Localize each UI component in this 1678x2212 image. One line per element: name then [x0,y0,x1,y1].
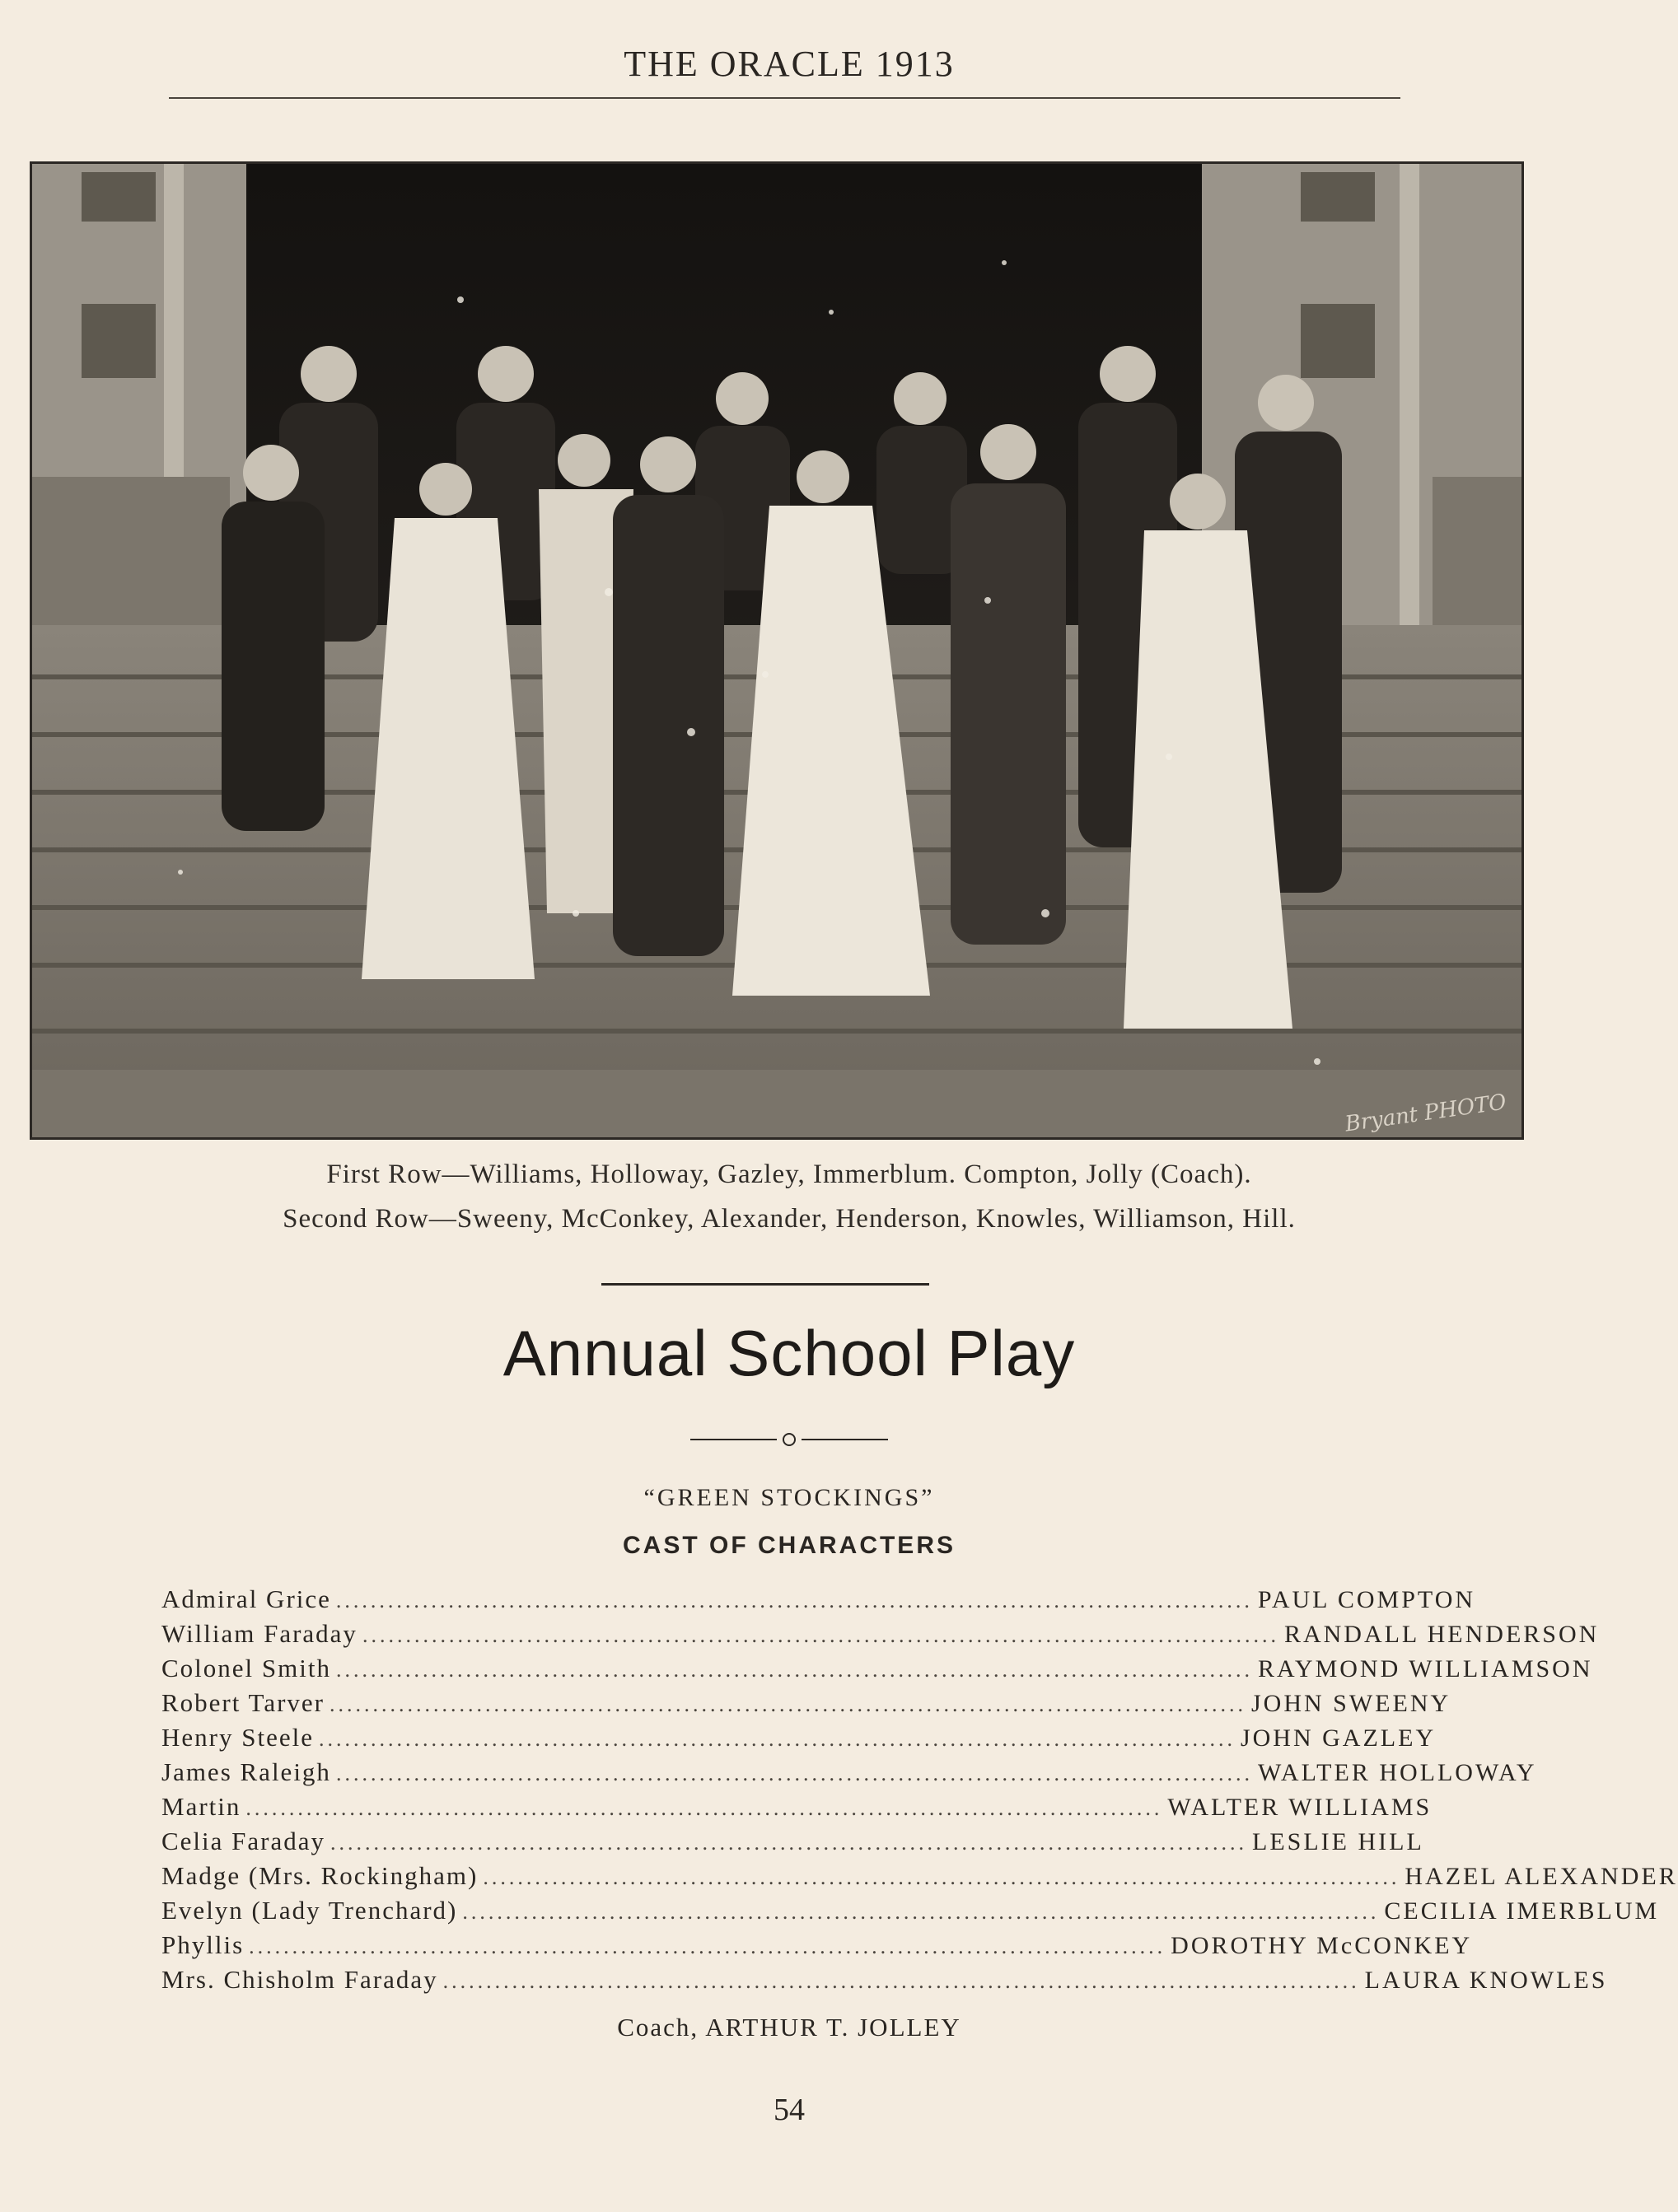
cast-row [161,1930,1473,1965]
cast-row [161,1861,1678,1896]
cast-actor: LESLIE HILL [1252,1828,1424,1855]
leader-dots: .......................................................................................................... [318,1727,1236,1751]
cast-role: Robert Tarver [161,1688,325,1717]
cast-actor: PAUL COMPTON [1257,1586,1476,1613]
leader-dots: .......................................................................................................... [330,1692,1246,1716]
cast-role: Henry Steele [161,1723,314,1752]
cast-row [161,1654,1593,1688]
cast-list [161,1584,1678,2000]
photo-illustration [32,164,1521,1137]
ornament-divider [690,1431,888,1448]
cast-actor: WALTER WILLIAMS [1167,1794,1433,1821]
cast-actor: RANDALL HENDERSON [1283,1621,1600,1648]
group-photograph [30,161,1524,1140]
leader-dots: .......................................................................................................... [249,1934,1166,1958]
leader-dots: .......................................................................................................... [335,1589,1253,1612]
photo-credit: Bryant PHOTO [1343,1090,1508,1137]
cast-row [161,1792,1433,1827]
cast-actor: WALTER HOLLOWAY [1257,1759,1537,1786]
leader-dots: .......................................................................................................... [483,1865,1400,1889]
caption-first-row: First Row—Williams, Holloway, Gazley, Immerblum. Compton, Jolly (Coach). [326,1160,1252,1189]
caption-second-row: Second Row—Sweeny, McConkey, Alexander, Henderson, Knowles, Williamson, Hill. [283,1204,1296,1234]
cast-role: Mrs. Chisholm Faraday [161,1965,438,1994]
cast-actor: JOHN SWEENY [1251,1690,1451,1717]
cast-role: Madge (Mrs. Rockingham) [161,1861,479,1890]
cast-actor: DOROTHY McCONKEY [1171,1932,1473,1959]
cast-row [161,1688,1451,1723]
cast-role: Colonel Smith [161,1654,331,1682]
running-title: THE ORACLE 1913 [624,44,955,84]
title-rule [601,1283,929,1286]
leader-dots: .......................................................................................................... [442,1969,1360,1993]
leader-dots: .......................................................................................................... [462,1900,1380,1924]
cast-role: William Faraday [161,1619,358,1648]
leader-dots: .......................................................................................................... [362,1623,1279,1647]
cast-actor: HAZEL ALEXANDER [1405,1863,1678,1890]
cast-row [161,1965,1608,2000]
cast-role: Phyllis [161,1930,245,1959]
leader-dots: .......................................................................................................... [336,1658,1253,1682]
cast-actor: RAYMOND WILLIAMSON [1258,1655,1593,1682]
cast-row [161,1723,1437,1757]
coach-credit: Coach, ARTHUR T. JOLLEY [617,2013,961,2042]
cast-actor: JOHN GAZLEY [1240,1724,1437,1752]
cast-actor: CECILIA IMERBLUM [1384,1897,1660,1925]
page-title: Annual School Play [502,1317,1076,1389]
cast-role: Evelyn (Lady Trenchard) [161,1896,458,1925]
cast-row [161,1584,1476,1619]
cast-role: Admiral Grice [161,1584,331,1613]
cast-role: James Raleigh [161,1757,331,1786]
cast-row [161,1896,1660,1930]
cast-actor: LAURA KNOWLES [1364,1967,1608,1994]
page-number: 54 [774,2093,805,2127]
header-rule [169,97,1400,99]
cast-role: Martin [161,1792,241,1821]
leader-dots: .......................................................................................................... [330,1831,1248,1855]
leader-dots: .......................................................................................................... [335,1762,1253,1785]
cast-row [161,1619,1600,1654]
cast-role: Celia Faraday [161,1827,326,1855]
left-pillar [32,164,246,625]
cast-row [161,1757,1537,1792]
leader-dots: .......................................................................................................... [245,1796,1163,1820]
cast-row [161,1827,1424,1861]
play-name: “GREEN STOCKINGS” [643,1484,935,1511]
cast-heading: CAST OF CHARACTERS [623,1532,956,1559]
